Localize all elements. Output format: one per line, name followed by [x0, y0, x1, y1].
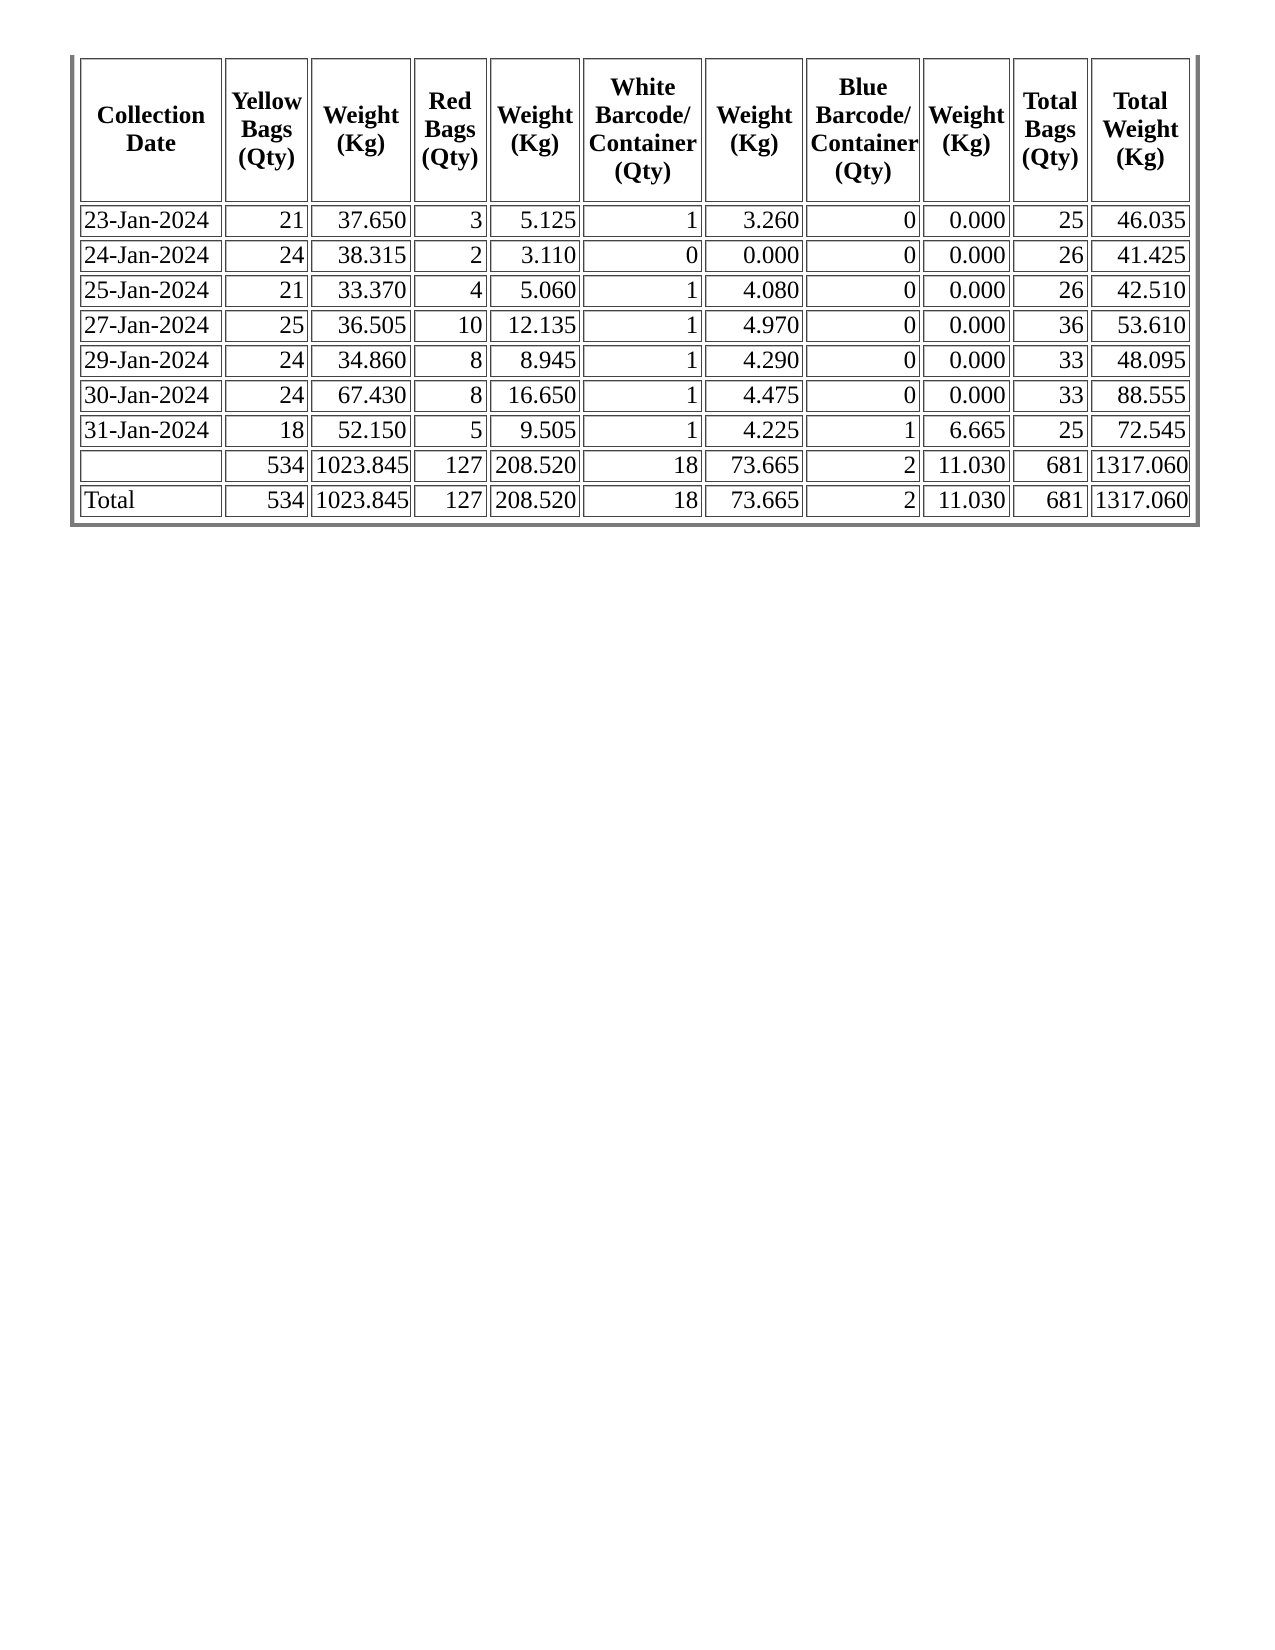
cell-yellow-bags: 24 — [225, 240, 308, 272]
cell-red-weight: 8.945 — [490, 345, 581, 377]
header-total-weight: Total Weight (Kg) — [1091, 58, 1190, 202]
cell-total-weight: 72.545 — [1091, 415, 1190, 447]
cell-yellow-bags: 18 — [225, 415, 308, 447]
cell-total-bags: 681 — [1013, 485, 1088, 517]
cell-white-weight: 4.970 — [705, 310, 803, 342]
cell-white-container: 0 — [583, 240, 702, 272]
cell-white-container: 1 — [583, 205, 702, 237]
cell-white-weight: 4.225 — [705, 415, 803, 447]
cell-red-bags: 127 — [414, 485, 487, 517]
header-row — [80, 58, 1190, 202]
header-yellow-bags: Yellow Bags (Qty) — [225, 58, 308, 202]
cell-red-weight: 5.060 — [490, 275, 581, 307]
cell-red-bags: 3 — [414, 205, 487, 237]
cell-yellow-bags: 25 — [225, 310, 308, 342]
collection-table — [77, 55, 1193, 520]
cell-total-weight: 88.555 — [1091, 380, 1190, 412]
cell-total-label: Total — [80, 485, 222, 517]
collection-table-container — [70, 55, 1200, 527]
cell-total-bags: 26 — [1013, 240, 1088, 272]
cell-red-weight: 9.505 — [490, 415, 581, 447]
table-row — [80, 345, 1190, 377]
cell-red-weight: 12.135 — [490, 310, 581, 342]
cell-date: 25-Jan-2024 — [80, 275, 222, 307]
cell-total-weight: 1317.060 — [1091, 485, 1190, 517]
cell-white-weight: 3.260 — [705, 205, 803, 237]
cell-red-bags: 8 — [414, 345, 487, 377]
table-row — [80, 275, 1190, 307]
cell-total-weight: 1317.060 — [1091, 450, 1190, 482]
cell-yellow-bags: 24 — [225, 345, 308, 377]
cell-blue-weight: 11.030 — [923, 485, 1010, 517]
cell-total-bags: 33 — [1013, 345, 1088, 377]
cell-white-weight: 4.475 — [705, 380, 803, 412]
cell-blue-container: 0 — [806, 345, 920, 377]
cell-red-bags: 127 — [414, 450, 487, 482]
cell-total-bags: 25 — [1013, 415, 1088, 447]
header-white-weight: Weight (Kg) — [705, 58, 803, 202]
cell-total-weight: 41.425 — [1091, 240, 1190, 272]
cell-yellow-weight: 37.650 — [311, 205, 410, 237]
cell-total-bags: 36 — [1013, 310, 1088, 342]
header-white-container: White Barcode/ Container (Qty) — [583, 58, 702, 202]
cell-date: 29-Jan-2024 — [80, 345, 222, 377]
cell-red-bags: 2 — [414, 240, 487, 272]
cell-red-weight: 208.520 — [490, 450, 581, 482]
cell-yellow-weight: 1023.845 — [311, 485, 410, 517]
cell-red-weight: 16.650 — [490, 380, 581, 412]
cell-blue-container: 2 — [806, 450, 920, 482]
cell-blue-weight: 0.000 — [923, 310, 1010, 342]
cell-total-bags: 26 — [1013, 275, 1088, 307]
cell-red-bags: 8 — [414, 380, 487, 412]
cell-date: 31-Jan-2024 — [80, 415, 222, 447]
cell-total-weight: 53.610 — [1091, 310, 1190, 342]
header-total-bags: Total Bags (Qty) — [1013, 58, 1088, 202]
cell-date: 30-Jan-2024 — [80, 380, 222, 412]
header-collection-date: Collection Date — [80, 58, 222, 202]
cell-blue-container: 0 — [806, 380, 920, 412]
cell-white-weight: 4.080 — [705, 275, 803, 307]
cell-total-bags: 681 — [1013, 450, 1088, 482]
cell-white-weight: 4.290 — [705, 345, 803, 377]
subtotal-row — [80, 450, 1190, 482]
cell-yellow-weight: 36.505 — [311, 310, 410, 342]
cell-red-weight: 5.125 — [490, 205, 581, 237]
cell-blue-container: 2 — [806, 485, 920, 517]
cell-red-bags: 5 — [414, 415, 487, 447]
cell-blue-container: 0 — [806, 205, 920, 237]
table-row — [80, 240, 1190, 272]
cell-yellow-weight: 33.370 — [311, 275, 410, 307]
cell-white-weight: 0.000 — [705, 240, 803, 272]
cell-yellow-bags: 24 — [225, 380, 308, 412]
table-row — [80, 380, 1190, 412]
cell-total-bags: 25 — [1013, 205, 1088, 237]
cell-white-container: 1 — [583, 415, 702, 447]
cell-date: 24-Jan-2024 — [80, 240, 222, 272]
cell-yellow-weight: 67.430 — [311, 380, 410, 412]
cell-date: 27-Jan-2024 — [80, 310, 222, 342]
cell-yellow-weight: 34.860 — [311, 345, 410, 377]
cell-white-container: 1 — [583, 310, 702, 342]
cell-total-weight: 42.510 — [1091, 275, 1190, 307]
cell-white-weight: 73.665 — [705, 450, 803, 482]
cell-blue-container: 0 — [806, 275, 920, 307]
table-row — [80, 415, 1190, 447]
cell-red-weight: 208.520 — [490, 485, 581, 517]
header-red-weight: Weight (Kg) — [490, 58, 581, 202]
cell-yellow-bags: 21 — [225, 275, 308, 307]
cell-white-container: 18 — [583, 450, 702, 482]
cell-white-container: 1 — [583, 275, 702, 307]
cell-blue-weight: 0.000 — [923, 345, 1010, 377]
header-yellow-weight: Weight (Kg) — [311, 58, 410, 202]
table-row — [80, 205, 1190, 237]
cell-blue-weight: 0.000 — [923, 380, 1010, 412]
cell-white-weight: 73.665 — [705, 485, 803, 517]
cell-red-weight: 3.110 — [490, 240, 581, 272]
cell-yellow-weight: 52.150 — [311, 415, 410, 447]
cell-blue-weight: 0.000 — [923, 240, 1010, 272]
cell-red-bags: 4 — [414, 275, 487, 307]
total-row — [80, 485, 1190, 517]
cell-blue-container: 1 — [806, 415, 920, 447]
cell-blue-weight: 11.030 — [923, 450, 1010, 482]
cell-date — [80, 450, 222, 482]
header-blue-container: Blue Barcode/ Container (Qty) — [806, 58, 920, 202]
cell-red-bags: 10 — [414, 310, 487, 342]
cell-blue-weight: 0.000 — [923, 205, 1010, 237]
cell-blue-container: 0 — [806, 310, 920, 342]
cell-date: 23-Jan-2024 — [80, 205, 222, 237]
cell-blue-weight: 0.000 — [923, 275, 1010, 307]
cell-yellow-bags: 534 — [225, 485, 308, 517]
cell-total-weight: 48.095 — [1091, 345, 1190, 377]
table-row — [80, 310, 1190, 342]
cell-white-container: 1 — [583, 380, 702, 412]
cell-total-bags: 33 — [1013, 380, 1088, 412]
header-red-bags: Red Bags (Qty) — [414, 58, 487, 202]
cell-white-container: 1 — [583, 345, 702, 377]
cell-yellow-bags: 534 — [225, 450, 308, 482]
cell-white-container: 18 — [583, 485, 702, 517]
cell-yellow-bags: 21 — [225, 205, 308, 237]
cell-blue-container: 0 — [806, 240, 920, 272]
cell-yellow-weight: 38.315 — [311, 240, 410, 272]
cell-total-weight: 46.035 — [1091, 205, 1190, 237]
cell-yellow-weight: 1023.845 — [311, 450, 410, 482]
header-blue-weight: Weight (Kg) — [923, 58, 1010, 202]
cell-blue-weight: 6.665 — [923, 415, 1010, 447]
